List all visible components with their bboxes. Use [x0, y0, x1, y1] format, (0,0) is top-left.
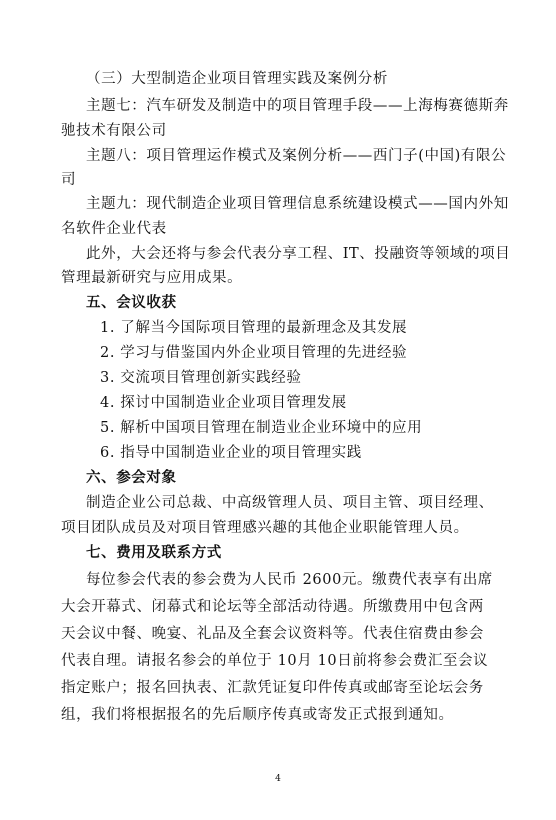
- topic-8-line-2: 司: [61, 172, 77, 188]
- section-heading-7: 七、费用及联系方式: [86, 544, 222, 561]
- paragraph-line: 指定账户；报名回执表、汇款凭证复印件传真或邮寄至论坛会务: [61, 680, 484, 696]
- paragraph-line: 每位参会代表的参会费为人民币 2600元。缴费代表享有出席: [86, 572, 493, 588]
- topic-7-line-1: 主题七：汽车研发及制造中的项目管理手段——上海梅赛德斯奔: [86, 98, 509, 114]
- paragraph-line: 制造企业公司总裁、中高级管理人员、项目主管、项目经理、: [86, 495, 494, 511]
- section-heading-6: 六、参会对象: [86, 469, 177, 486]
- paragraph-line: 此外，大会还将与参会代表分享工程、IT、投融资等领域的项目: [86, 246, 511, 262]
- paragraph-line: 管理最新研究与应用成果。: [61, 270, 243, 286]
- subsection-heading-3: （三）大型制造企业项目管理实践及案例分析: [86, 71, 388, 87]
- page-number: 4: [275, 774, 281, 784]
- paragraph-line: 代表自理。请报名参会的单位于 10月 10日前将参会费汇至会议: [61, 653, 489, 669]
- paragraph-line: 组，我们将根据报名的先后顺序传真或寄发正式报到通知。: [61, 707, 454, 723]
- paragraph-line: 项目团队成员及对项目管理感兴趣的其他企业职能管理人员。: [61, 520, 469, 536]
- paragraph-line: 天会议中餐、晚宴、礼品及全套会议资料等。代表住宿费由参会: [61, 626, 484, 642]
- topic-7-line-2: 驰技术有限公司: [61, 123, 167, 139]
- list-item: 6. 指导中国制造业企业的项目管理实践: [100, 445, 362, 461]
- list-item: 1. 了解当今国际项目管理的最新理念及其发展: [100, 320, 408, 336]
- list-item: 4. 探讨中国制造业企业项目管理发展: [100, 395, 347, 411]
- topic-8-line-1: 主题八：项目管理运作模式及案例分析——西门子(中国)有限公: [86, 148, 507, 164]
- topic-9-line-2: 名软件企业代表: [61, 221, 167, 237]
- list-item: 3. 交流项目管理创新实践经验: [100, 370, 302, 386]
- list-item: 5. 解析中国项目管理在制造业企业环境中的应用: [100, 420, 423, 436]
- paragraph-line: 大会开幕式、闭幕式和论坛等全部活动待遇。所缴费用中包含两: [61, 599, 484, 615]
- list-item: 2. 学习与借鉴国内外企业项目管理的先进经验: [100, 345, 408, 361]
- section-heading-5: 五、会议收获: [86, 294, 177, 311]
- topic-9-line-1: 主题九：现代制造企业项目管理信息系统建设模式——国内外知: [86, 196, 509, 212]
